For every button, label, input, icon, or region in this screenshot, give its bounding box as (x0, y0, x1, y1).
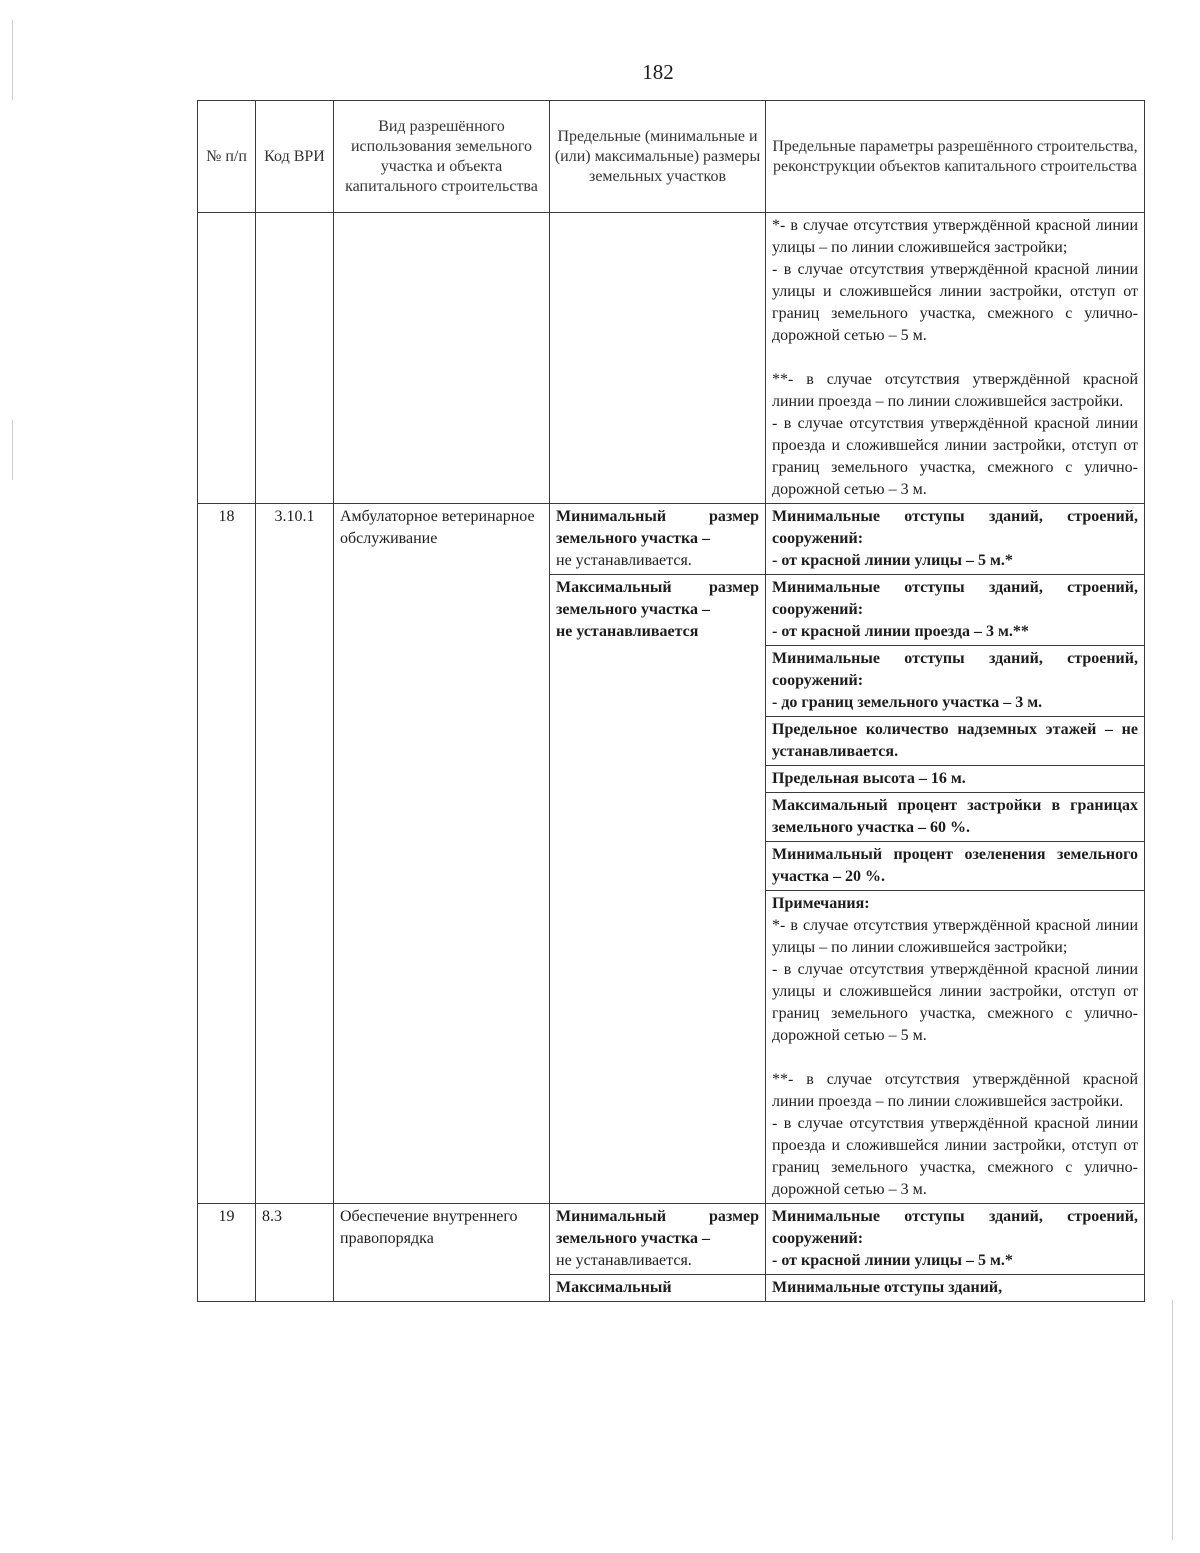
page-number: 182 (642, 60, 674, 84)
row-param-greenery: Минимальный процент озеленения земельного участка – 20 %. (766, 842, 1145, 891)
row-param-setback-passage: Минимальные отступы зданий, (766, 1275, 1145, 1302)
table-header-row (198, 101, 1145, 213)
scan-edge-mark (12, 420, 13, 480)
table-row-18 (198, 504, 1145, 575)
row-param-coverage: Максимальный процент застройки в границах земельного участка – 60 %. (766, 793, 1145, 842)
regulations-table (197, 100, 1145, 1302)
header-params: Предельные параметры разрешённого строительства, реконструкции объектов капитального строительства (766, 101, 1145, 213)
row-param-floors: Предельное количество надземных этажей – не устанавливается. (766, 717, 1145, 766)
scan-edge-mark (1172, 1300, 1173, 1540)
row-param-setback-passage: Минимальные отступы зданий, строений, сооружений: - от красной линии проезда – 3 м.** (766, 575, 1145, 646)
row-max-size: Максимальный размер земельного участка – не устанавливается (550, 575, 766, 1204)
row-notes: Примечания: *- в случае отсутствия утверждённой красной линии улицы – по линии сложившейся застройки; - в случае отсутствия утверждённой красной линии улицы и сложившейся линии застройки, отступ от границ земельного участка, смежного с улично-дорожной сетью – 5 м. **- в случае отсутствия утверждённой красной линии проезда – по линии сложившейся застройки. - в случае отсутствия утверждённой красной линии проезда и сложившейся линии застройки, отступ от границ земельного участка, смежного с улично-дорожной сетью – 3 м. (766, 891, 1145, 1204)
continuation-notes: *- в случае отсутствия утверждённой красной линии улицы – по линии сложившейся застройки; - в случае отсутствия утверждённой красной линии улицы и сложившейся линии застройки, отступ от границ земельного участка, смежного с улично-дорожной сетью – 5 м. **- в случае отсутствия утверждённой красной линии проезда – по линии сложившейся застройки. - в случае отсутствия утверждённой красной линии проезда и сложившейся линии застройки, отступ от границ земельного участка, смежного с улично-дорожной сетью – 3 м. (766, 213, 1145, 504)
row-param-height: Предельная высота – 16 м. (766, 766, 1145, 793)
header-sizes: Предельные (минимальные и (или) максимальные) размеры земельных участков (550, 101, 766, 213)
header-num: № п/п (198, 101, 256, 213)
row-param-setback-street: Минимальные отступы зданий, строений, сооружений: - от красной линии улицы – 5 м.* (766, 504, 1145, 575)
header-kind: Вид разрешённого использования земельного участка и объекта капитального строительства (334, 101, 550, 213)
row-kind: Амбулаторное ветеринарное обслуживание (334, 504, 550, 1204)
row-kind: Обеспечение внутреннего правопорядка (334, 1204, 550, 1302)
row-min-size: Минимальный размер земельного участка – не устанавливается. (550, 1204, 766, 1275)
row-number: 19 (198, 1204, 256, 1302)
row-param-setback-street: Минимальные отступы зданий, строений, сооружений: - от красной линии улицы – 5 м.* (766, 1204, 1145, 1275)
table-row-continuation (198, 213, 1145, 504)
row-max-size: Максимальный (550, 1275, 766, 1302)
header-code: Код ВРИ (256, 101, 334, 213)
row-code: 8.3 (256, 1204, 334, 1302)
table-row-19 (198, 1204, 1145, 1275)
row-param-setback-boundary: Минимальные отступы зданий, строений, сооружений: - до границ земельного участка – 3 м. (766, 646, 1145, 717)
row-min-size: Минимальный размер земельного участка – не устанавливается. (550, 504, 766, 575)
row-code: 3.10.1 (256, 504, 334, 1204)
row-number: 18 (198, 504, 256, 1204)
